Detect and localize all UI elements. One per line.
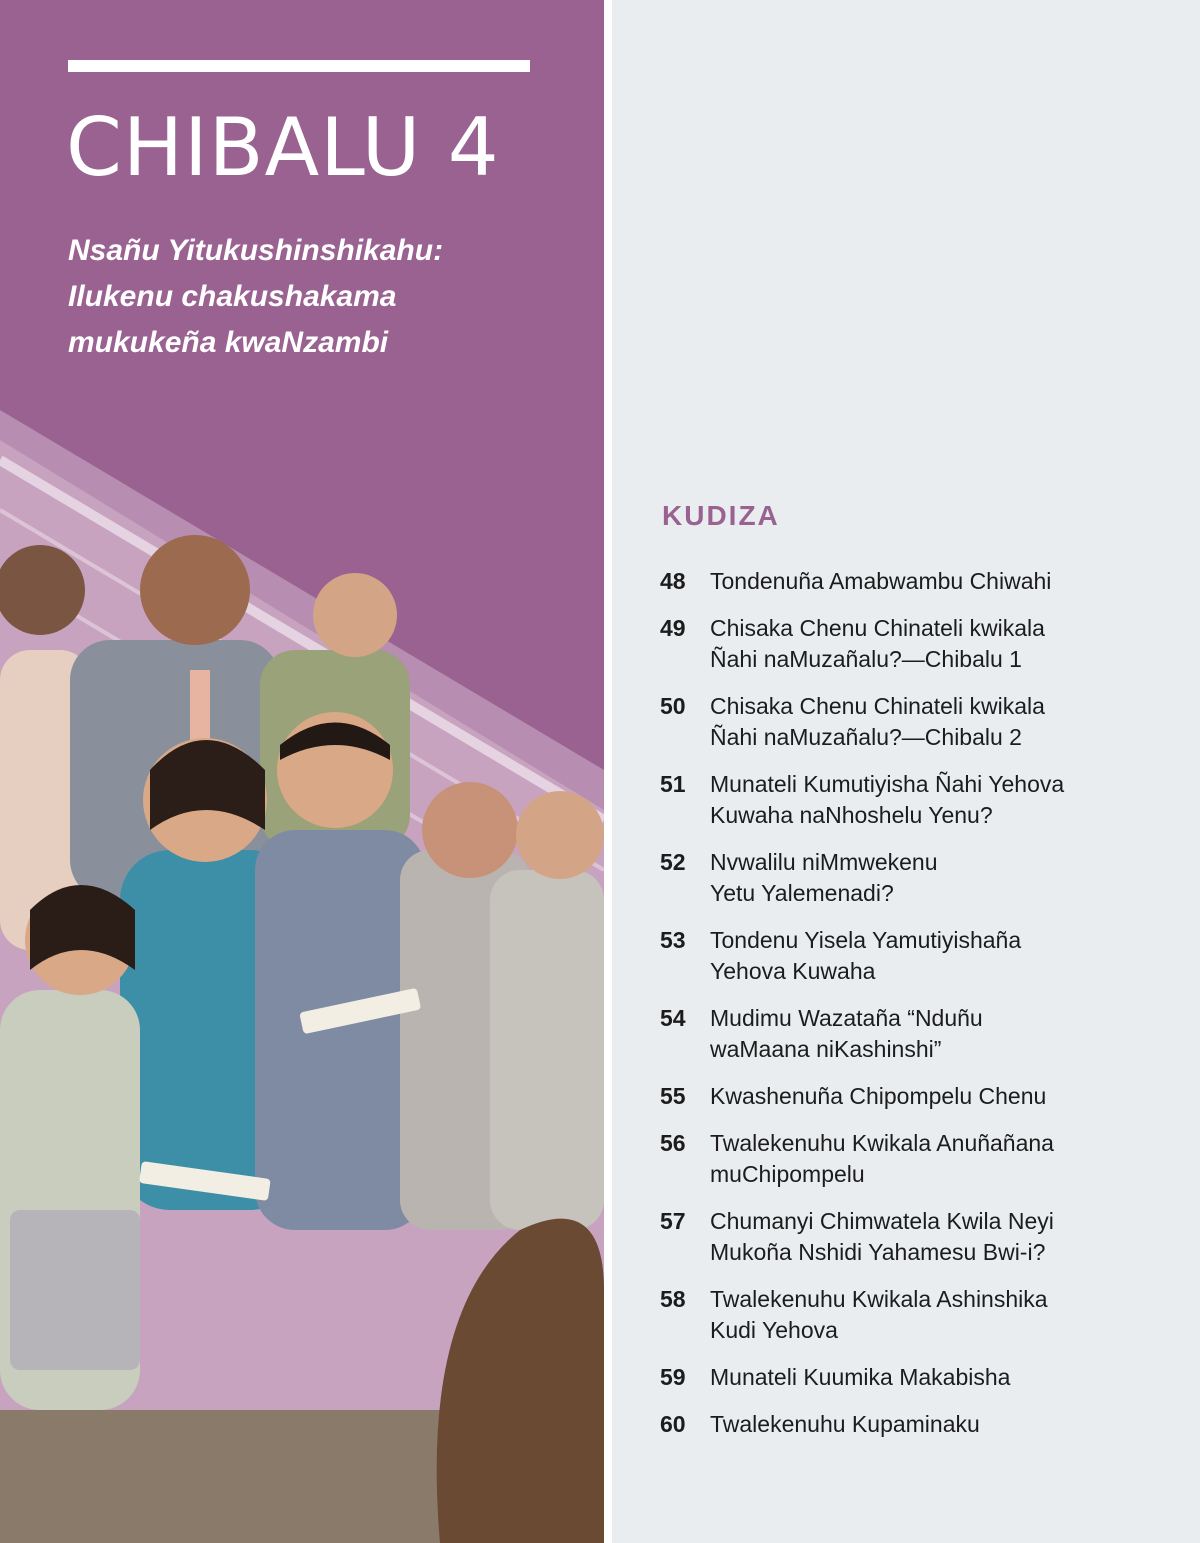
lesson-number: 57 [660,1208,686,1234]
subtitle-line: Nsañu Yitukushinshikahu: [68,234,444,267]
list-item[interactable] [660,769,1180,831]
lesson-title: Ñahi naMuzañalu?—Chibalu 2 [710,724,1022,750]
lesson-title: Kuwaha naNhoshelu Yenu? [710,802,993,828]
lesson-title: Kwashenuña Chipompelu Chenu [710,1083,1047,1109]
list-item[interactable] [660,1409,1180,1440]
list-item[interactable] [660,925,1180,987]
lesson-number: 56 [660,1130,686,1156]
lesson-title: Twalekenuhu Kwikala Ashinshika [710,1286,1048,1312]
lesson-title: Mukoña Nshidi Yahamesu Bwi-i? [710,1239,1046,1265]
list-item[interactable] [660,847,1180,909]
lesson-title: Chumanyi Chimwatela Kwila Neyi [710,1208,1054,1234]
list-item[interactable] [660,1128,1180,1190]
lesson-title: Twalekenuhu Kwikala Anuñañana [710,1130,1054,1156]
lesson-list [660,566,1180,1456]
lesson-number: 54 [660,1005,686,1031]
lesson-title: Chisaka Chenu Chinateli kwikala [710,615,1045,641]
lesson-title: Chisaka Chenu Chinateli kwikala [710,693,1045,719]
title-rule [68,60,530,72]
lesson-title: Munateli Kumutiyisha Ñahi Yehova [710,771,1065,797]
lesson-number: 50 [660,693,686,719]
lesson-number: 48 [660,568,686,594]
lesson-number: 53 [660,927,686,953]
contents-heading: KUDIZA [662,500,780,531]
list-item[interactable] [660,613,1180,675]
chapter-subtitle [68,228,588,366]
lesson-title: Yehova Kuwaha [710,958,876,984]
lesson-title: Tondenu Yisela Yamutiyishaña [710,927,1022,953]
list-item[interactable] [660,1003,1180,1065]
chapter-title: CHIBALU 4 [66,101,500,194]
lesson-number: 52 [660,849,686,875]
lesson-title: Tondenuña Amabwambu Chiwahi [710,568,1052,594]
lesson-title: waMaana niKashinshi” [710,1036,942,1062]
lesson-title: Ñahi naMuzañalu?—Chibalu 1 [710,646,1022,672]
lesson-number: 60 [660,1411,686,1437]
lesson-title: muChipompelu [710,1161,865,1187]
lesson-title: Twalekenuhu Kupaminaku [710,1411,980,1437]
lesson-title: Yetu Yalemenadi? [710,880,894,906]
lesson-title: Nvwalilu niMmwekenu [710,849,938,875]
lesson-title: Kudi Yehova [710,1317,838,1343]
list-item[interactable] [660,566,1180,597]
lesson-number: 49 [660,615,686,641]
subtitle-line: Ilukenu chakushakama [68,280,397,313]
lesson-title: Mudimu Wazatаña “Nduñu [710,1005,983,1031]
subtitle-line: mukukeña kwaNzambi [68,326,389,359]
list-item[interactable] [660,1362,1180,1393]
lesson-number: 58 [660,1286,686,1312]
panel-divider [604,0,612,1543]
list-item[interactable] [660,1081,1180,1112]
lesson-number: 51 [660,771,686,797]
lesson-title: Munateli Kuumika Makabisha [710,1364,1011,1390]
list-item[interactable] [660,1284,1180,1346]
lesson-number: 55 [660,1083,686,1109]
congregation-meeting-illustration [0,410,604,1543]
list-item[interactable] [660,1206,1180,1268]
list-item[interactable] [660,691,1180,753]
lesson-number: 59 [660,1364,686,1390]
